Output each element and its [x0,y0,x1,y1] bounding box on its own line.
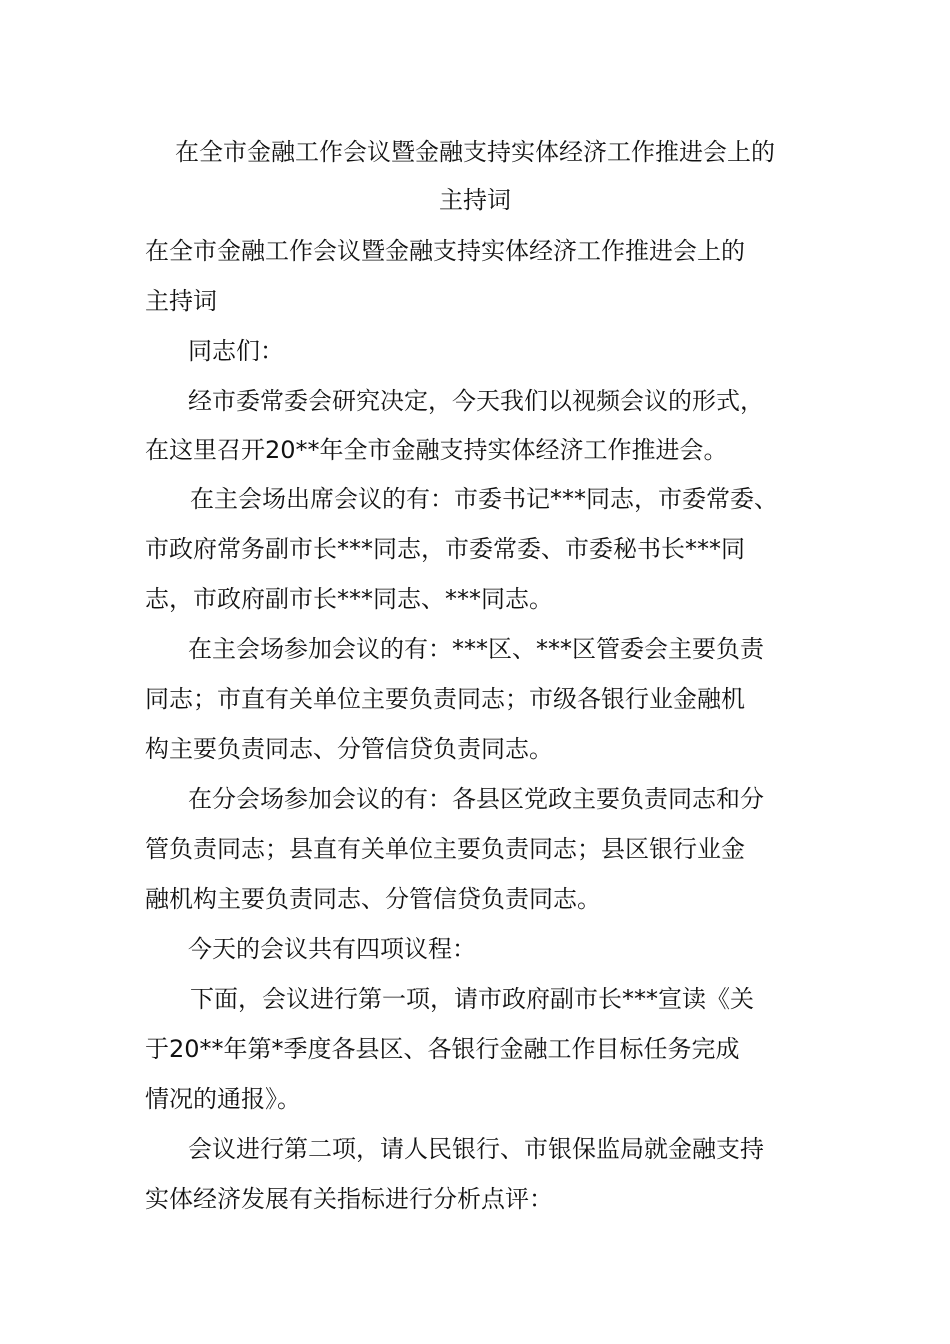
body-line: 市政府常务副市长***同志，市委常委、市委秘书长***同 [145,535,745,563]
body-line: 于20**年第*季度各县区、各银行金融工作目标任务完成 [145,1035,740,1063]
body-line: 融机构主要负责同志、分管信贷负责同志。 [145,885,601,913]
body-line: 情况的通报》。 [145,1085,301,1113]
body-line: 会议进行第二项，请人民银行、市银保监局就金融支持 [188,1135,764,1163]
salutation: 同志们： [188,337,284,365]
body-line: 在主会场出席会议的有：市委书记***同志，市委常委、 [190,485,778,513]
document-title-line-2: 主持词 [439,186,511,214]
body-line: 今天的会议共有四项议程： [188,935,476,963]
body-line: 在全市金融工作会议暨金融支持实体经济工作推进会上的 [145,237,745,265]
body-line: 在分会场参加会议的有：各县区党政主要负责同志和分 [188,785,764,813]
body-line: 在这里召开20**年全市金融支持实体经济工作推进会。 [145,436,728,464]
body-line: 构主要负责同志、分管信贷负责同志。 [145,735,553,763]
body-line: 主持词 [145,287,217,315]
body-line: 经市委常委会研究决定，今天我们以视频会议的形式， [188,387,764,415]
body-line: 同志；市直有关单位主要负责同志；市级各银行业金融机 [145,685,745,713]
body-line: 管负责同志；县直有关单位主要负责同志；县区银行业金 [145,835,745,863]
document-title-line-1: 在全市金融工作会议暨金融支持实体经济工作推进会上的 [175,138,775,166]
body-line: 实体经济发展有关指标进行分析点评： [145,1185,553,1213]
body-line: 志，市政府副市长***同志、***同志。 [145,585,553,613]
body-line: 下面，会议进行第一项，请市政府副市长***宣读《关 [190,985,754,1013]
body-line: 在主会场参加会议的有：***区、***区管委会主要负责 [188,635,764,663]
